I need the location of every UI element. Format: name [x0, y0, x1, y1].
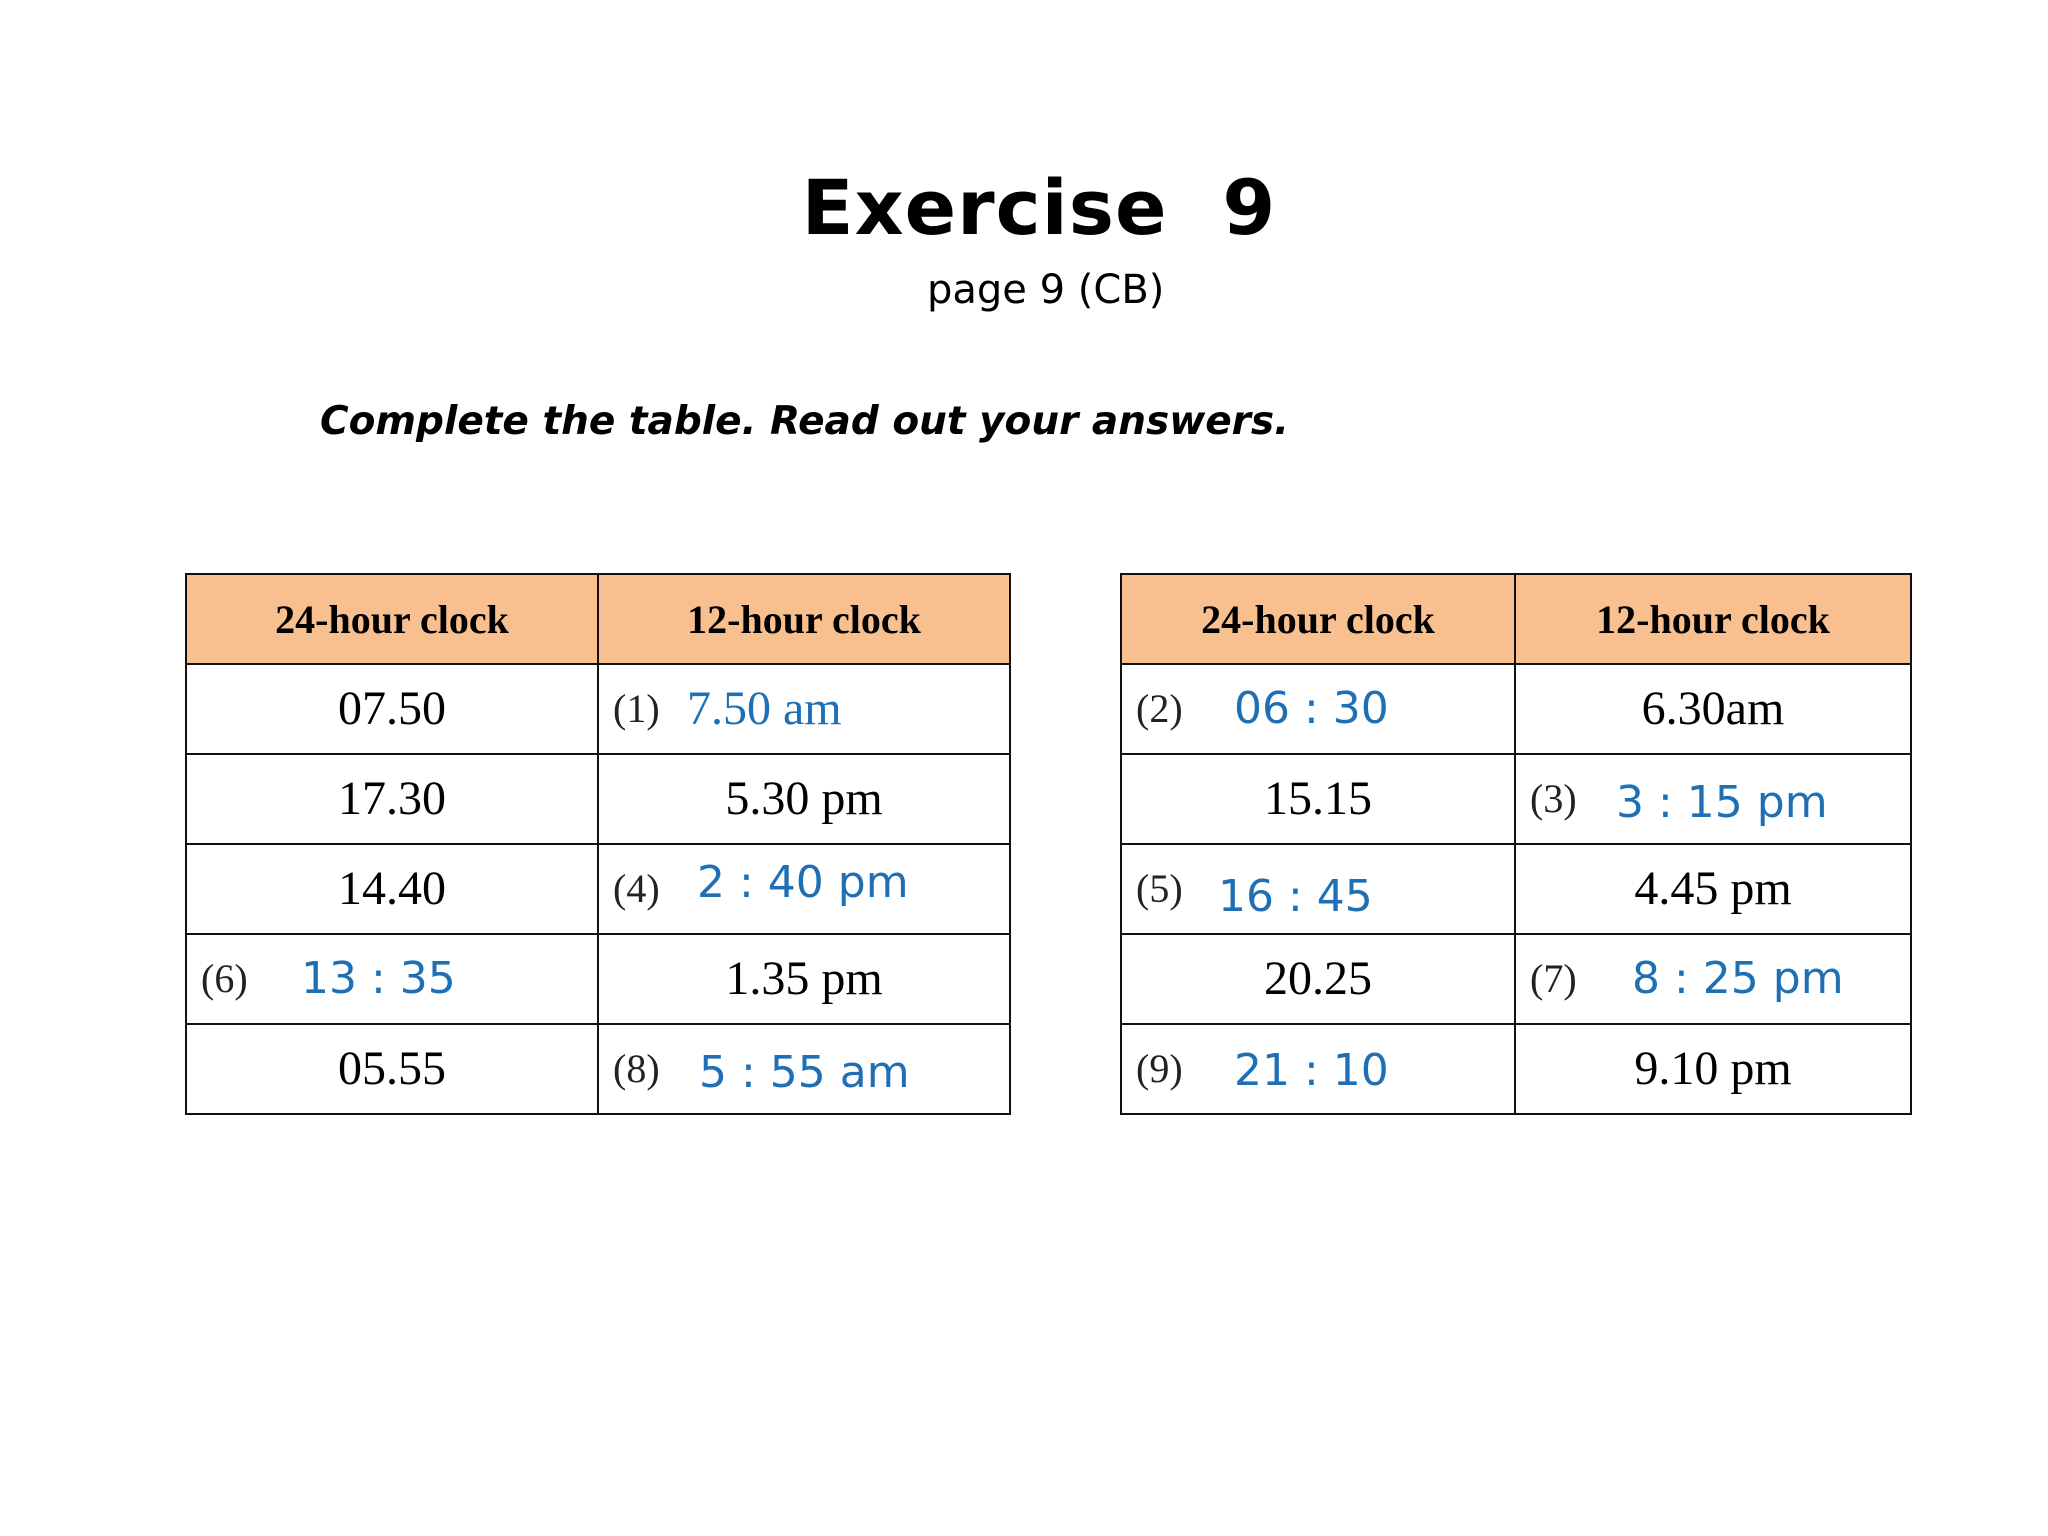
cell-24-hour [186, 664, 598, 754]
table-row [1121, 1024, 1911, 1114]
question-number: (1) [613, 686, 660, 731]
cell-24-hour [1121, 844, 1515, 934]
cell-12-hour [598, 934, 1010, 1024]
answer-value: 21 : 10 [1234, 1045, 1389, 1096]
cell-24-hour [1121, 934, 1515, 1024]
table-row [186, 1024, 1010, 1114]
table-row [186, 934, 1010, 1024]
table-row [186, 664, 1010, 754]
answer-value: 16 : 45 [1218, 871, 1373, 922]
question-number: (8) [613, 1046, 660, 1091]
table-row [186, 844, 1010, 934]
time-value: 05.55 [338, 1042, 446, 1095]
cell-12-hour [1515, 754, 1911, 844]
cell-24-hour [1121, 1024, 1515, 1114]
cell-24-hour [186, 1024, 598, 1114]
table-header-row [186, 574, 1010, 664]
time-value: 07.50 [338, 682, 446, 735]
cell-24-hour [1121, 664, 1515, 754]
question-number: (4) [613, 866, 660, 911]
exercise-title: Exercise 9 [801, 163, 1277, 252]
answer-value: 2 : 40 pm [697, 857, 909, 908]
cell-12-hour [1515, 934, 1911, 1024]
answer-value: 5 : 55 am [699, 1047, 910, 1098]
table-row [1121, 844, 1911, 934]
answer-value: 13 : 35 [301, 953, 456, 1004]
time-value: 5.30 pm [725, 772, 883, 825]
question-number: (5) [1136, 866, 1183, 911]
header-24-hour: 24-hour clock [1121, 574, 1515, 664]
answer-value: 3 : 15 pm [1616, 777, 1828, 828]
time-value: 14.40 [338, 862, 446, 915]
cell-24-hour [186, 754, 598, 844]
time-value: 4.45 pm [1634, 862, 1792, 915]
cell-12-hour [1515, 1024, 1911, 1114]
time-value: 6.30am [1641, 682, 1785, 735]
instruction-text: Complete the table. Read out your answers. [320, 399, 1289, 444]
header-12-hour: 12-hour clock [598, 574, 1010, 664]
time-conversion-table-left [185, 573, 1011, 1115]
time-conversion-table-right [1120, 573, 1912, 1115]
cell-12-hour [1515, 664, 1911, 754]
time-value: 20.25 [1264, 952, 1372, 1005]
cell-24-hour [186, 934, 598, 1024]
question-number: (7) [1530, 956, 1577, 1001]
page-reference: page 9 (CB) [927, 267, 1165, 313]
cell-24-hour [186, 844, 598, 934]
table-row [186, 754, 1010, 844]
question-number: (2) [1136, 686, 1183, 731]
question-number: (6) [201, 956, 248, 1001]
time-value: 1.35 pm [725, 952, 883, 1005]
header-12-hour: 12-hour clock [1515, 574, 1911, 664]
time-value: 17.30 [338, 772, 446, 825]
time-value: 15.15 [1264, 772, 1372, 825]
table-row [1121, 934, 1911, 1024]
cell-12-hour [598, 664, 1010, 754]
answer-value: 8 : 25 pm [1632, 953, 1844, 1004]
cell-24-hour [1121, 754, 1515, 844]
question-number: (3) [1530, 776, 1577, 821]
cell-12-hour [598, 1024, 1010, 1114]
question-number: (9) [1136, 1046, 1183, 1091]
cell-12-hour [598, 754, 1010, 844]
cell-12-hour [598, 844, 1010, 934]
time-value: 9.10 pm [1634, 1042, 1792, 1095]
answer-value: 06 : 30 [1234, 683, 1389, 734]
answer-value: 7.50 am [687, 682, 842, 735]
cell-12-hour [1515, 844, 1911, 934]
table-row [1121, 664, 1911, 754]
header-24-hour: 24-hour clock [186, 574, 598, 664]
table-header-row [1121, 574, 1911, 664]
table-row [1121, 754, 1911, 844]
